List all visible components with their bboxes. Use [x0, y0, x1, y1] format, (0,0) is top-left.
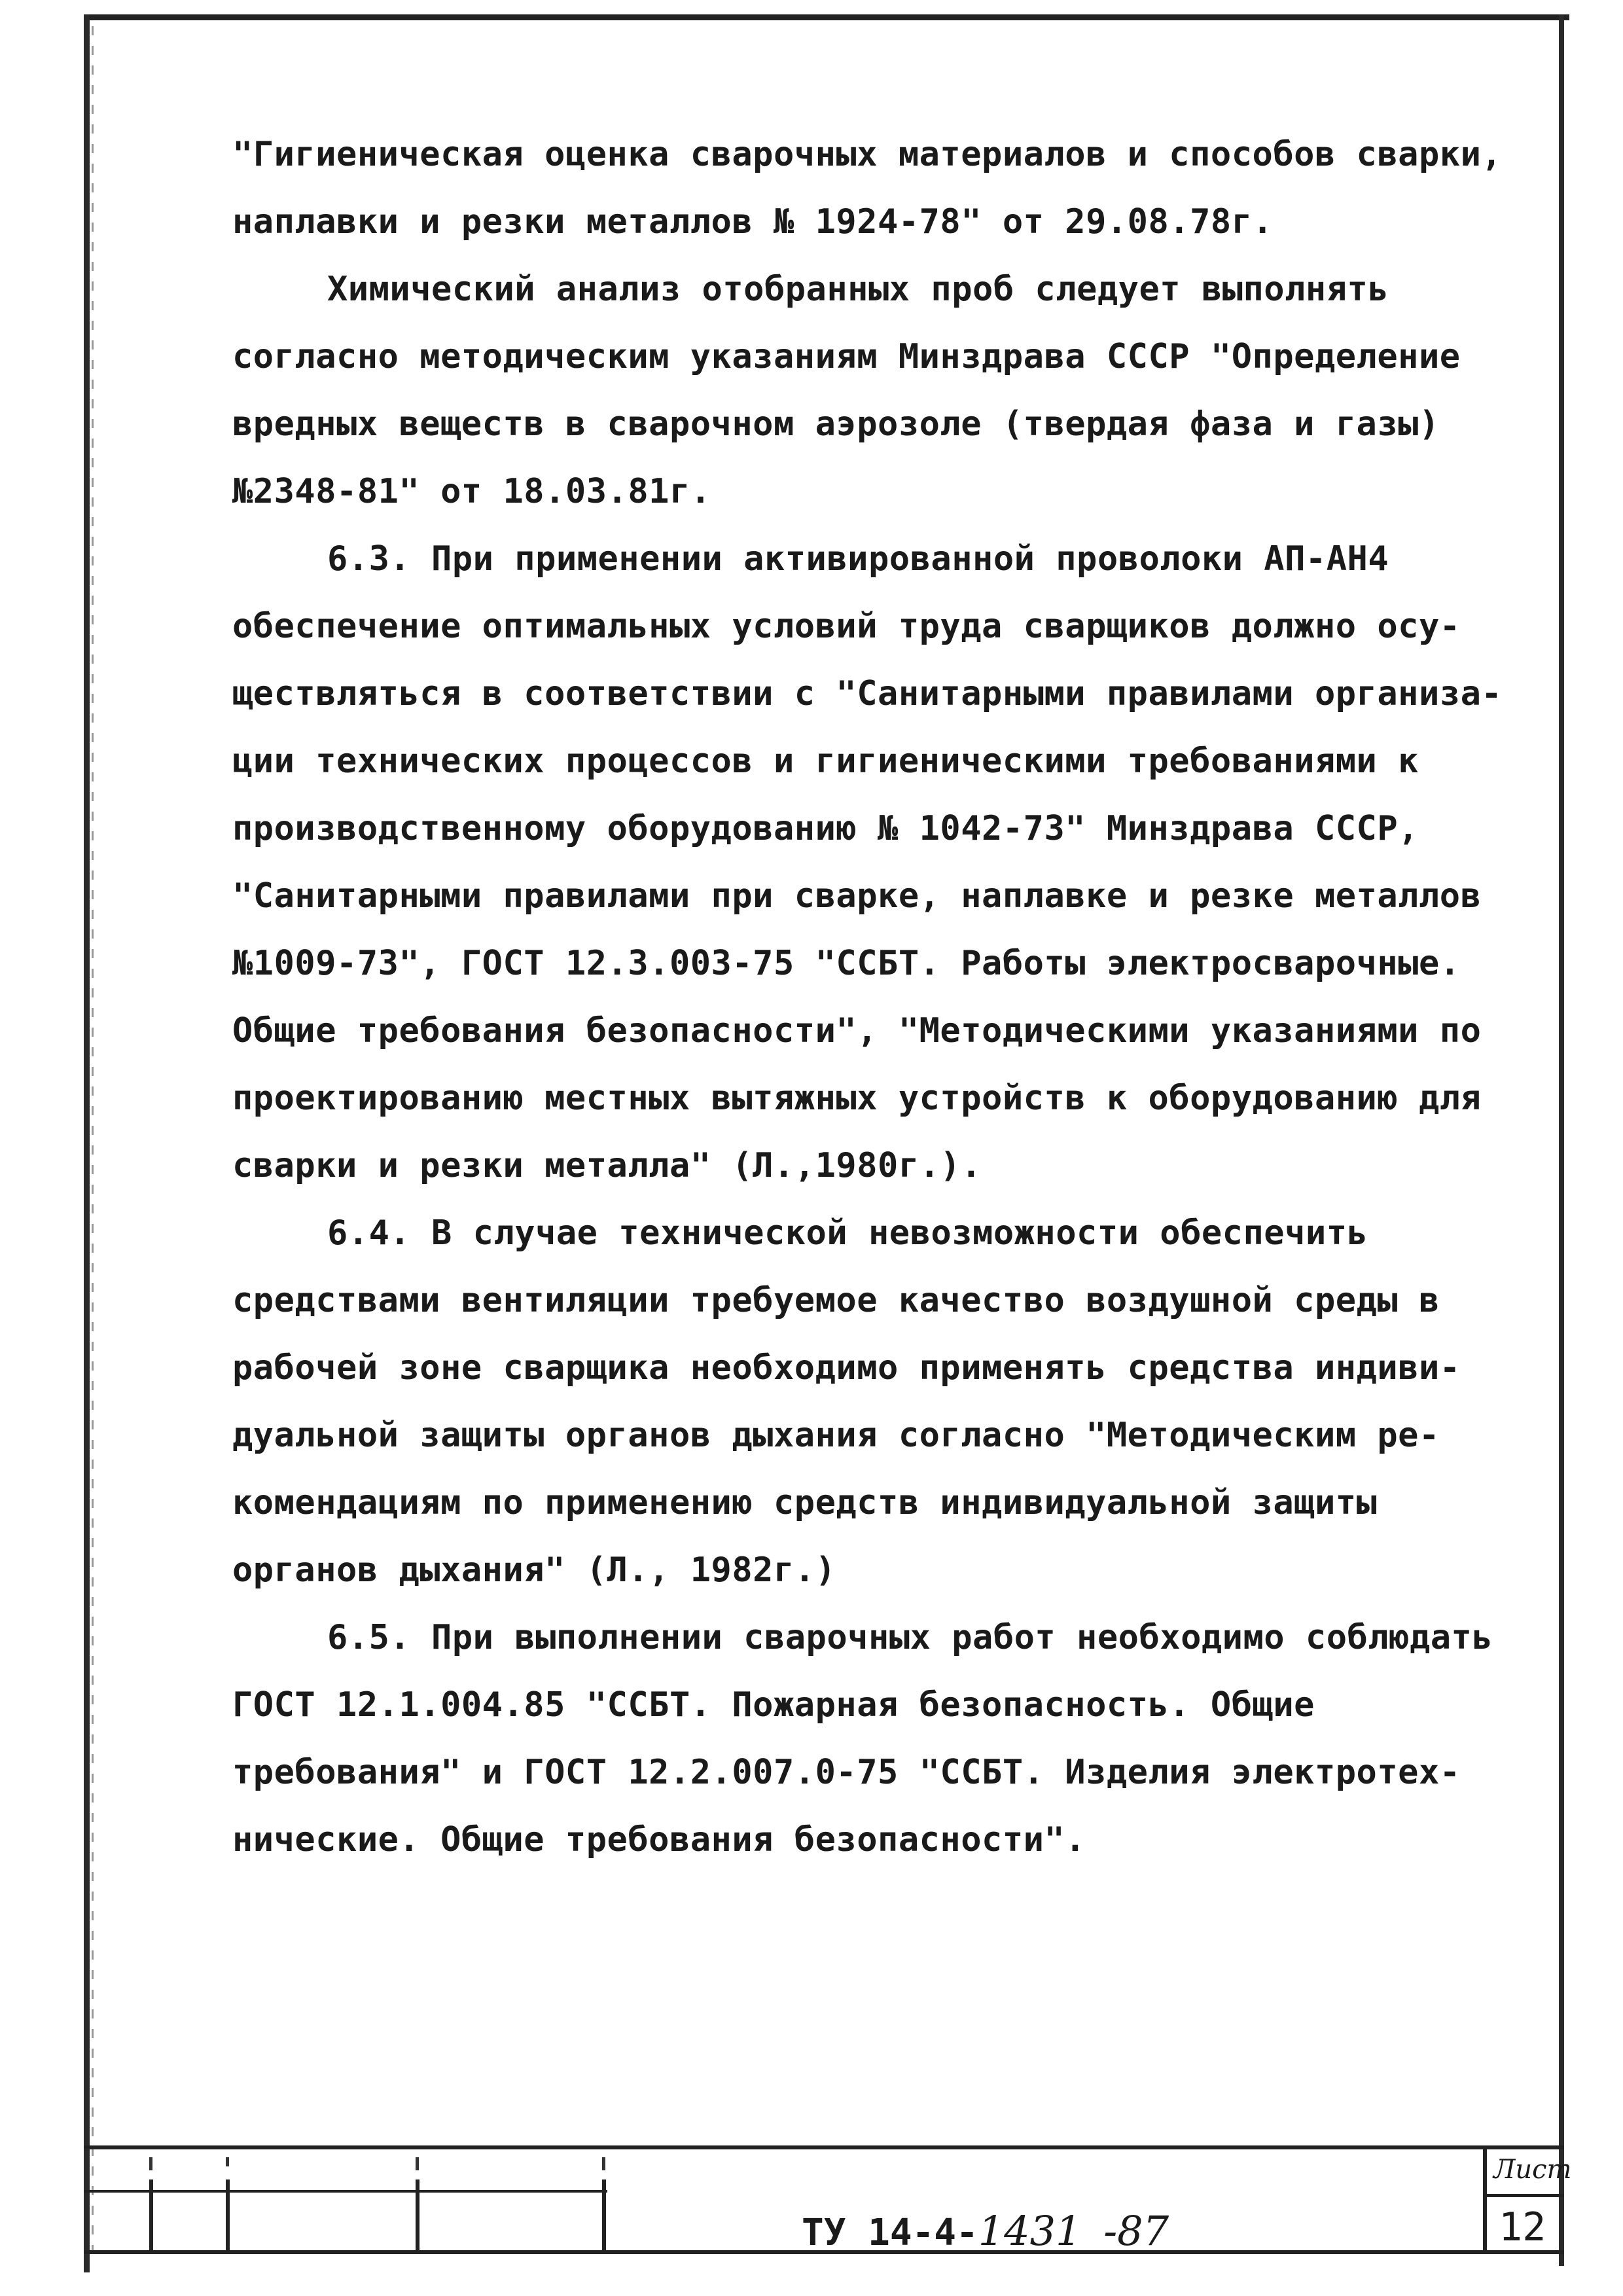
designation-handwritten-number: 1431	[978, 2207, 1082, 2255]
text-line: рабочей зоне сварщика необходимо применять средства индиви-	[232, 1348, 1461, 1388]
frame-left-binding-marks	[92, 26, 94, 2265]
revision-column-line	[149, 2179, 153, 2251]
column-tick	[602, 2157, 605, 2170]
revision-column-line	[602, 2179, 606, 2251]
text-line: комендациям по применению средств индивидуальной защиты	[232, 1483, 1378, 1522]
column-tick	[149, 2157, 152, 2170]
text-line: требования" и ГОСТ 12.2.007.0-75 "ССБТ. Изделия электротех-	[232, 1753, 1461, 1792]
column-tick	[416, 2157, 419, 2170]
text-line: дуальной защиты органов дыхания согласно "Методическим ре-	[232, 1416, 1440, 1455]
text-line: ции технических процессов и гигиеническими требованиями к	[232, 742, 1419, 781]
sheet-label: Лист	[1493, 2155, 1572, 2185]
text-line: органов дыхания" (Л., 1982г.)	[232, 1551, 836, 1590]
text-line: согласно методическим указаниям Минздрава СССР "Определение	[232, 337, 1461, 376]
text-line: ществляться в соответствии с "Санитарными правилами организа-	[232, 674, 1503, 713]
text-line: ГОСТ 12.1.004.85 "ССБТ. Пожарная безопасность. Общие	[232, 1685, 1315, 1725]
column-tick	[226, 2157, 229, 2166]
text-line: "Гигиеническая оценка сварочных материалов и способов сварки,	[232, 135, 1503, 174]
text-line: обеспечение оптимальных условий труда сварщиков должно осу-	[232, 607, 1461, 646]
frame-right-border	[1559, 14, 1564, 2266]
document-designation	[802, 2207, 1169, 2255]
section-6-5-heading-line: 6.5. При выполнении сварочных работ необходимо соблюдать	[327, 1618, 1493, 1657]
section-6-4-heading-line: 6.4. В случае технической невозможности обеспечить	[327, 1213, 1368, 1253]
frame-left-border	[84, 14, 90, 2272]
text-line: средствами вентиляции требуемое качество воздушной среды в	[232, 1281, 1440, 1320]
text-line: наплавки и резки металлов № 1924-78" от 29.08.78г.	[232, 202, 1274, 242]
sheet-number: 12	[1499, 2204, 1546, 2250]
frame-top-border	[84, 14, 1569, 20]
text-line: Общие требования безопасности", "Методическими указаниями по	[232, 1011, 1482, 1050]
text-line: нические. Общие требования безопасности".	[232, 1820, 1086, 1859]
paragraph-start-line: Химический анализ отобранных проб следует выполнять	[327, 270, 1389, 309]
title-block-inner-line	[84, 2190, 607, 2193]
text-line: производственному оборудованию № 1042-73" Минздрава СССР,	[232, 809, 1419, 848]
designation-prefix: ТУ 14-4-	[802, 2212, 978, 2254]
revision-column-line	[226, 2179, 230, 2251]
section-6-3-heading-line: 6.3. При применении активированной проволоки АП-АН4	[327, 539, 1389, 579]
title-block-top-line	[84, 2145, 1564, 2149]
document-body	[232, 121, 1528, 1874]
designation-year-suffix: -87	[1103, 2207, 1169, 2255]
sheet-cell-divider	[1483, 2194, 1564, 2197]
text-line: №1009-73", ГОСТ 12.3.003-75 "ССБТ. Работы электросварочные.	[232, 944, 1461, 983]
text-line: №2348-81" от 18.03.81г.	[232, 472, 711, 511]
text-line: проектированию местных вытяжных устройств к оборудованию для	[232, 1079, 1482, 1118]
sheet-cell-left-line	[1483, 2145, 1487, 2251]
text-line: сварки и резки металла" (Л.,1980г.).	[232, 1146, 982, 1185]
text-line: "Санитарными правилами при сварке, наплавке и резке металлов	[232, 876, 1482, 916]
text-line: вредных веществ в сварочном аэрозоле (твердая фаза и газы)	[232, 404, 1440, 444]
revision-column-line	[416, 2179, 419, 2251]
